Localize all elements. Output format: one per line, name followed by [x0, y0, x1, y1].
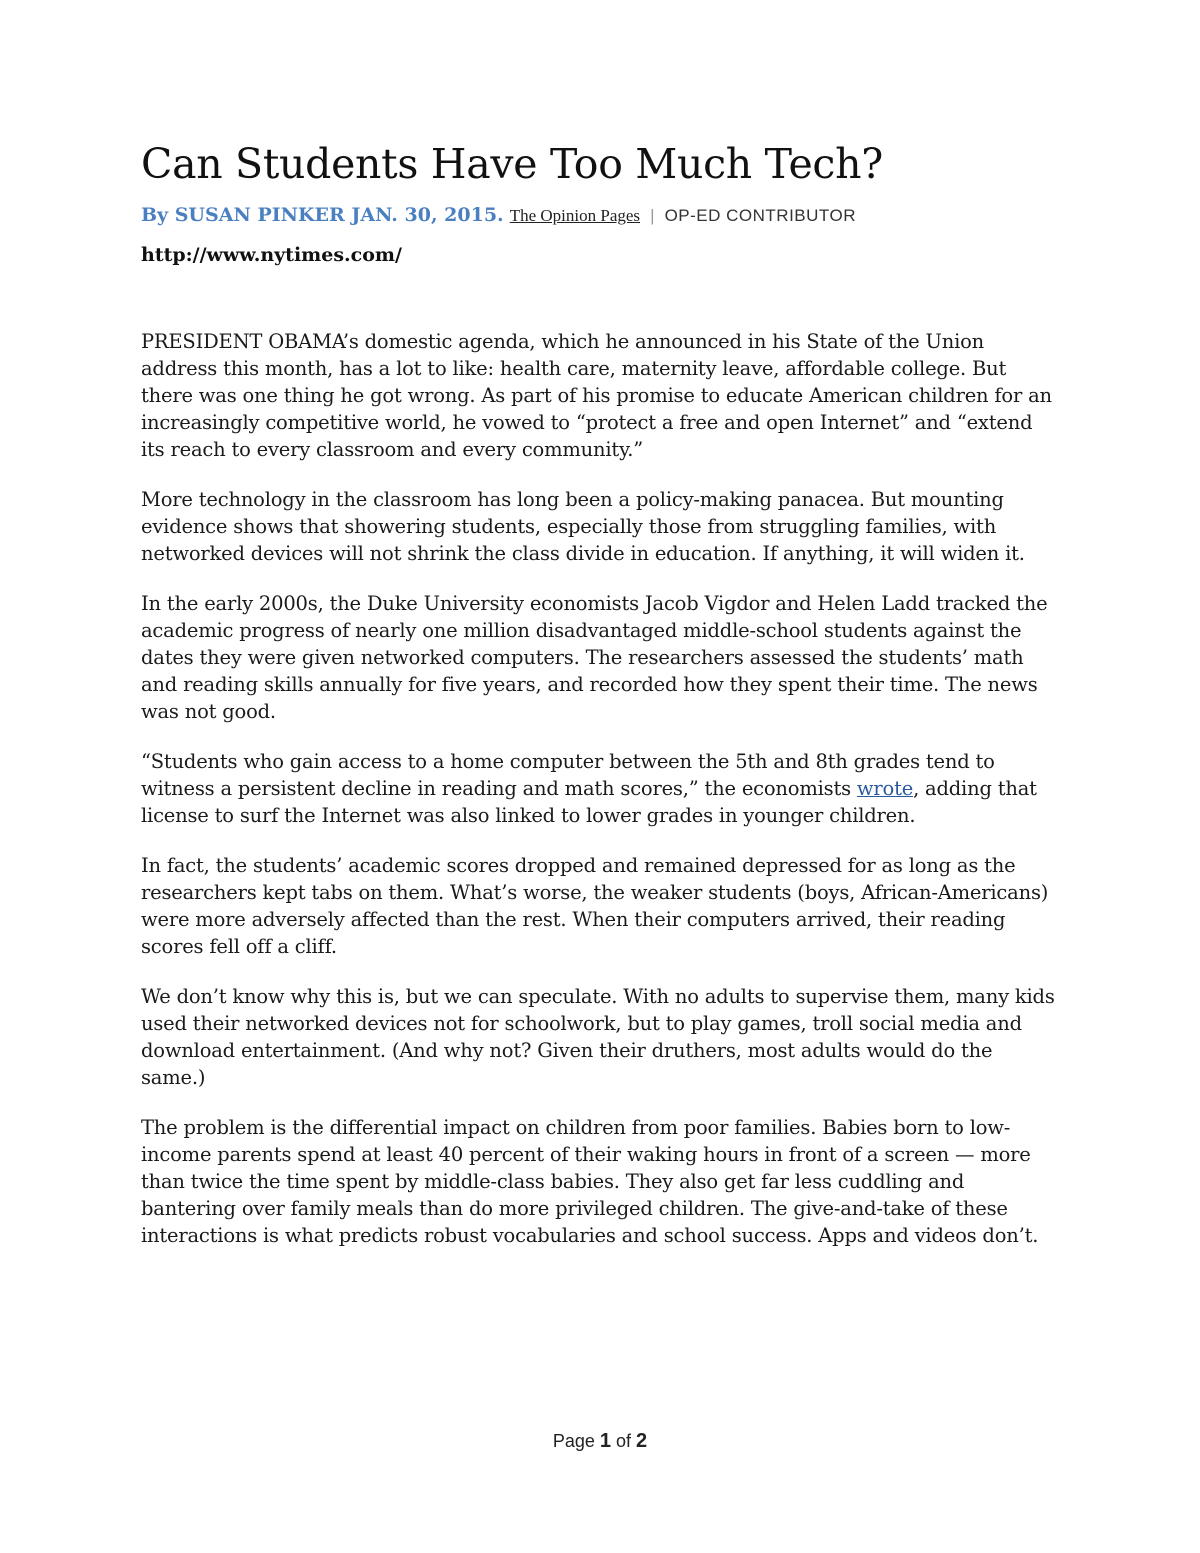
opinion-pages-link[interactable]: The Opinion Pages: [509, 206, 641, 226]
paragraph-4: [141, 748, 1061, 829]
page-label: Page: [552, 1431, 595, 1451]
paragraph-3: In the early 2000s, the Duke University economists Jacob Vigdor and Helen Ladd tracked the academic progress of nearly one million disadvantaged middle-school students against the dates they were given networked computers. The researchers assessed the students’ math and reading skills annually for five years, and recorded how they spent their time. The news was not good.: [141, 591, 1048, 723]
byline: [141, 203, 1061, 228]
op-ed-kicker: OP-ED CONTRIBUTOR: [664, 206, 856, 226]
paragraph-6: We don’t know why this is, but we can speculate. With no adults to supervise them, many kids used their networked devices not for schoolwork, but to play games, troll social media and download entertainment. (And why not? Given their druthers, most adults would do the same.): [141, 984, 1055, 1089]
paragraph-1: PRESIDENT OBAMA’s domestic agenda, which he announced in his State of the Union address this month, has a lot to like: health care, maternity leave, affordable college. But there was one thing he got wrong. As part of his promise to educate American children for an increasingly competitive world, he vowed to “protect a free and open Internet” and “extend its reach to every classroom and every community.”: [141, 329, 1052, 461]
page-footer: [0, 1430, 1200, 1453]
author-date: By SUSAN PINKER JAN. 30, 2015.: [141, 204, 504, 227]
paragraph-2: More technology in the classroom has long been a policy-making panacea. But mounting evidence shows that showering students, especially those from struggling families, with networked devices will not shrink the class divide in education. If anything, it will widen it.: [141, 487, 1025, 565]
of-label: of: [616, 1431, 632, 1451]
article-title: Can Students Have Too Much Tech?: [141, 140, 883, 188]
byline-separator: |: [650, 206, 655, 226]
paragraph-5: In fact, the students’ academic scores dropped and remained depressed for as long as the researchers kept tabs on them. What’s worse, the weaker students (boys, African-Americans) were more adversely affected than the rest. When their computers arrived, their reading scores fell off a cliff.: [141, 853, 1049, 958]
paragraph-4-text-before: “Students who gain access to a home computer between the 5th and 8th grades tend to witness a persistent decline in reading and math scores,” the economists: [141, 749, 995, 800]
total-pages-number: 2: [636, 1430, 648, 1452]
paragraph-7: The problem is the differential impact on children from poor families. Babies born to low-income parents spend at least 40 percent of their waking hours in front of a screen — more than twice the time spent by middle-class babies. They also get far less cuddling and bantering over family meals than do more privileged children. The give-and-take of these interactions is what predicts robust vocabularies and school success. Apps and videos don’t.: [141, 1115, 1039, 1247]
current-page-number: 1: [599, 1430, 611, 1452]
article-body: [141, 328, 1061, 1249]
source-url: http://www.nytimes.com/: [141, 243, 402, 266]
wrote-link[interactable]: wrote: [856, 776, 914, 800]
document-page: [141, 140, 1061, 1272]
paragraph-4-text-after: , adding that license to surf the Internet was also linked to lower grades in younger children.: [141, 776, 1037, 827]
